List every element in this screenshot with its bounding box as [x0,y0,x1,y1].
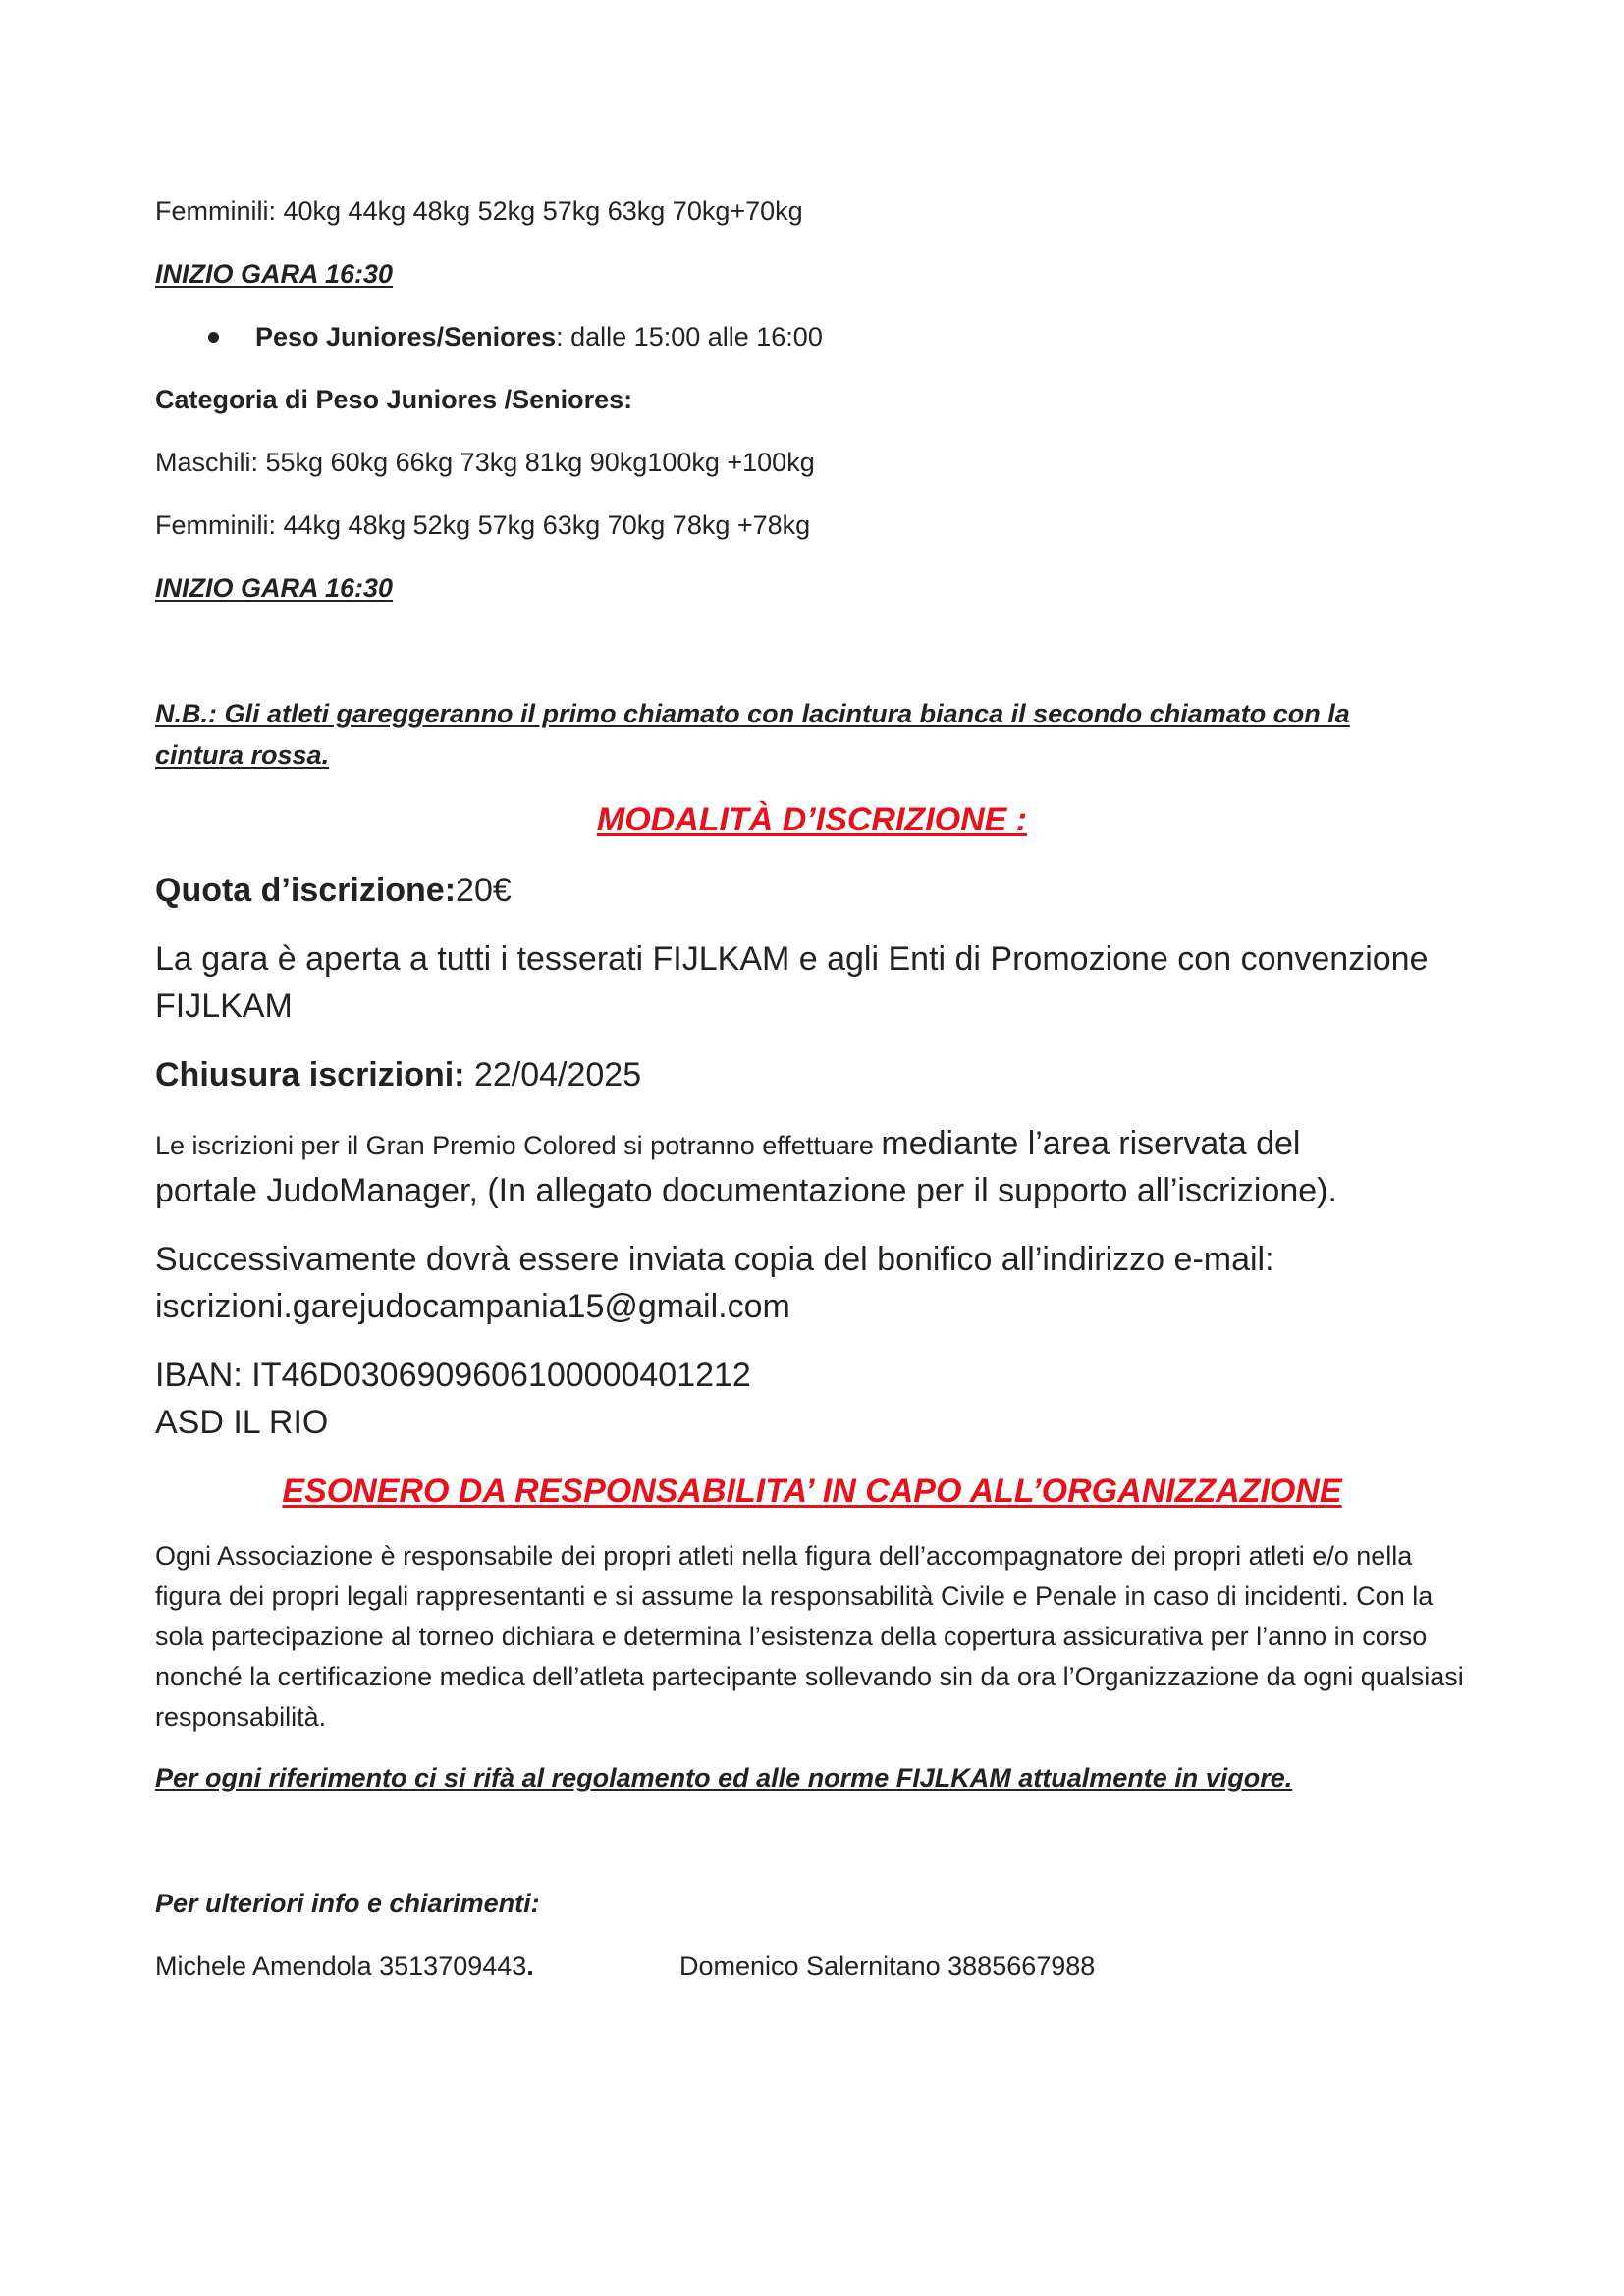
maschili-weights-line: Maschili: 55kg 60kg 66kg 73kg 81kg 90kg100kg +100kg [155,448,815,477]
chiusura-label: Chiusura iscrizioni: [155,1056,465,1094]
esonero-paragraph: Ogni Associazione è responsabile dei propri atleti nella figura dell’accompagnatore dei propri atleti e/o nella figura dei propri legali rappresentanti e si assume la responsabilità Civile e Penale in caso di incidenti. Con la sola partecipazione al torneo dichiara e determina l’esistenza della copertura assicurativa per l’anno in corso nonché la certificazione medica dell’atleta partecipante sollevando sin da ora l’Organizzazione da ogni qualsiasi responsabilità. [155,1541,1464,1732]
peso-juniores-time: : dalle 15:00 alle 16:00 [556,322,823,351]
gara-aperta-line-2: FIJLKAM [155,988,293,1025]
contact-michele-dot: . [526,1951,534,1981]
chiusura-iscrizioni-line [155,1056,641,1095]
quota-iscrizione-line [155,872,512,910]
femminili-weights-line: Femminili: 40kg 44kg 48kg 52kg 57kg 63kg 70kg+70kg [155,196,803,226]
esonero-heading: ESONERO DA RESPONSABILITA’ IN CAPO ALL’ORGANIZZAZIONE [282,1472,1342,1510]
email-address: iscrizioni.garejudocampania15@gmail.com [155,1288,790,1325]
nb-line-2: cintura rossa. [155,740,330,770]
contacts-line [155,1951,534,1982]
contact-domenico: Domenico Salernitano 3885667988 [679,1951,1096,1981]
nb-line-1: N.B.: Gli atleti gareggeranno il primo chiamato con lacintura bianca il secondo chiamato con la [155,699,1350,728]
bullet-dot [208,332,219,343]
contact-michele: Michele Amendola 3513709443 [155,1951,527,1981]
quota-value: 20€ [456,872,512,909]
asd-name: ASD IL RIO [155,1404,329,1441]
iscrizioni-info-line-2: portale JudoManager, (In allegato documentazione per il supporto all’iscrizione). [155,1172,1337,1209]
iscrizioni-info-line-1 [155,1125,1300,1163]
iban-line: IBAN: IT46D0306909606100000401212 [155,1357,751,1394]
femminili-weights-line-2: Femminili: 44kg 48kg 52kg 57kg 63kg 70kg 78kg +78kg [155,510,811,540]
chiusura-date: 22/04/2025 [464,1056,642,1094]
quota-label: Quota d’iscrizione: [155,872,457,909]
gara-aperta-line-1: La gara è aperta a tutti i tesserati FIJLKAM e agli Enti di Promozione con convenzione [155,940,1429,978]
contacts-heading: Per ulteriori info e chiarimenti: [155,1889,540,1918]
iscrizioni-info-small: Le iscrizioni per il Gran Premio Colored si potranno effettuare [155,1131,882,1160]
bonifico-line: Successivamente dovrà essere inviata copia del bonifico all’indirizzo e-mail: [155,1241,1274,1278]
peso-juniores-label: Peso Juniores/Seniores [255,322,557,351]
iscrizioni-info-large: mediante l’area riservata del [881,1125,1301,1162]
peso-juniores-bullet-line [255,322,823,352]
categoria-peso-heading: Categoria di Peso Juniores /Seniores: [155,385,633,414]
inizio-gara-heading-1: INIZIO GARA 16:30 [155,259,394,289]
regolamento-line: Per ogni riferimento ci si rifà al regolamento ed alle norme FIJLKAM attualmente in vigore. [155,1763,1293,1792]
inizio-gara-heading-2: INIZIO GARA 16:30 [155,573,394,603]
modalita-iscrizione-heading: MODALITÀ D’ISCRIZIONE : [596,801,1028,838]
